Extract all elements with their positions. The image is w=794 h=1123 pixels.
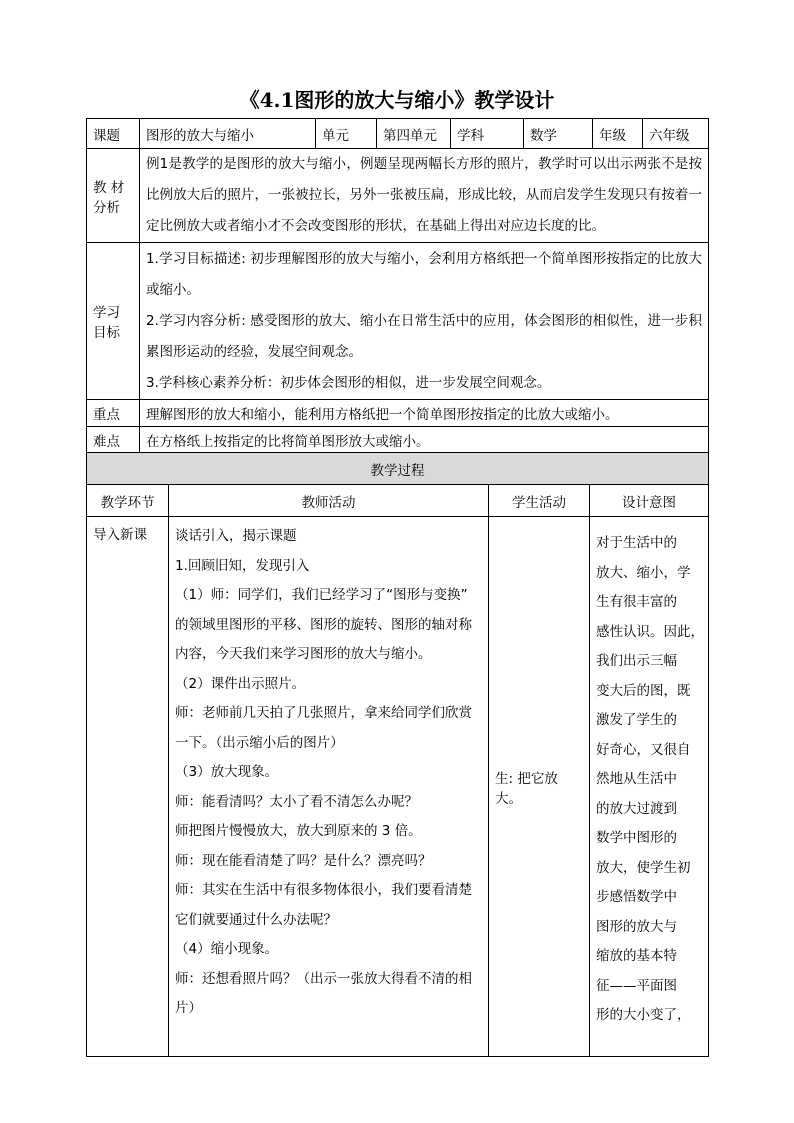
teaching-process-table [86, 452, 709, 1057]
grade-label: 年级 [593, 119, 643, 149]
column-design: 设计意图 [590, 485, 709, 517]
difficulty-label: 难点 [87, 427, 140, 454]
column-stage: 教学环节 [87, 485, 169, 517]
process-header-row [87, 453, 709, 485]
document-title: 《4.1图形的放大与缩小》教学设计 [239, 88, 555, 112]
teacher-activity: 谈话引入，揭示课题 1.回顾旧知，发现引入 （1）师：同学们，我们已经学习了“图形与变换” 的领域里图形的平移、图形的旋转、图形的轴对称 内容，今天我们来学习图形的放大与缩小。 （2）课件出示照片。 师：老师前几天拍了几张照片，拿来给同学们欣赏 一下。（出示缩小后的图片） （3）放大现象。 师：能看清吗？太小了看不清怎么办呢？ 师把图片慢慢放大，放大到原来的 3 倍。 师：现在能看清楚了吗？是什么？漂亮吗？ 师：其实在生活中有很多物体很小，我们要看清楚 它们就要通过什么办法呢？ （4）缩小现象。 师：还想看照片吗？（出示一张放大得看不清的相 片） [169, 517, 489, 1057]
design-intent: 对于生活中的 放大、缩小，学 生有很丰富的 感性认识。因此， 我们出示三幅 变大后的图，既 激发了学生的 好奇心，又很自 然地从生活中 的放大过渡到 数学中图形的 放大，使学生初 步感悟数学中 图形的放大与 缩放的基本特 征——平面图 形的大小变了， [590, 517, 709, 1057]
difficulty-text: 在方格纸上按指定的比将简单图形放大或缩小。 [140, 427, 709, 454]
process-row [87, 517, 709, 1057]
goals-list [140, 243, 709, 400]
info-row [87, 119, 709, 149]
topic-label: 课题 [87, 119, 140, 149]
material-row [87, 149, 709, 243]
material-label: 教 材 分析 [87, 149, 140, 243]
stage-cell: 导入新课 [87, 517, 169, 1057]
goals-row [87, 243, 709, 400]
goal-item: 2.学习内容分析: 感受图形的放大、缩小在日常生活中的应用，体会图形的相似性，进一步积累图形运动的经验，发展空间观念。 [146, 312, 702, 360]
key-point-label: 重点 [87, 400, 140, 427]
topic-value: 图形的放大与缩小 [140, 119, 316, 149]
process-columns-row [87, 485, 709, 517]
lesson-info-table [86, 118, 709, 454]
column-student: 学生活动 [489, 485, 590, 517]
subject-label: 学科 [451, 119, 524, 149]
goals-label: 学习 目标 [87, 243, 140, 400]
subject-value: 数学 [524, 119, 593, 149]
column-teacher: 教师活动 [169, 485, 489, 517]
process-header: 教学过程 [87, 453, 709, 485]
material-text: 例1是教学的是图形的放大与缩小，例题呈现两幅长方形的照片，教学时可以出示两张不是按比例放大后的照片，一张被拉长，另外一张被压扁，形成比较，从而启发学生发现只有按着一定比例放大或者缩小才不会改变图形的形状，在基础上得出对应边长度的比。 [140, 149, 709, 243]
unit-label: 单元 [316, 119, 377, 149]
difficulty-row [87, 427, 709, 454]
student-activity: 生: 把它放大。 [489, 517, 590, 1057]
goal-item: 3.学科核心素养分析：初步体会图形的相似，进一步发展空间观念。 [146, 374, 551, 391]
unit-value: 第四单元 [377, 119, 451, 149]
key-point-text: 理解图形的放大和缩小，能利用方格纸把一个简单图形按指定的比放大或缩小。 [140, 400, 709, 427]
grade-value: 六年级 [643, 119, 709, 149]
goal-item: 1.学习目标描述: 初步理解图形的放大与缩小，会利用方格纸把一个简单图形按指定的比放大或缩小。 [146, 250, 702, 298]
key-point-row [87, 400, 709, 427]
